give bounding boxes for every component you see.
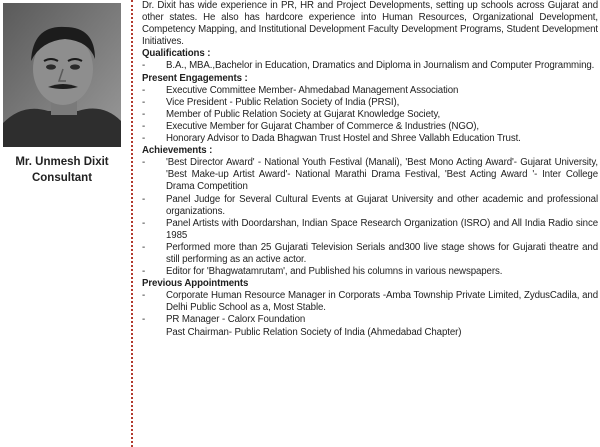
list-item [142,97,598,109]
list-item-text: Performed more than 25 Gujarati Television Serials and300 live stage shows for Gujarati theatre and still performing as an active actor. [166,241,598,265]
list-item [142,194,598,218]
profile-photo [3,3,121,147]
list-item [142,109,598,121]
list-item [142,133,598,145]
list-item [142,218,598,242]
profile-title: Consultant [31,172,93,184]
bullet-dash: - [142,290,146,302]
list-item-text: Editor for 'Bhagwatamrutam', and Published his columns in various newspapers. [166,266,503,278]
bullet-dash: - [142,60,146,72]
list-item-text: Panel Artists with Doordarshan, Indian Space Research Organization (ISRO) and All India Radio since 1985 [166,217,598,241]
list-item-text: Panel Judge for Several Cultural Events at Gujarat University and other academic and professional organizations. [166,193,598,217]
list-item [142,290,598,314]
list-item-continuation: Past Chairman- Public Relation Society of India (Ahmedabad Chapter) [166,326,462,338]
profile-column [0,0,128,447]
list-item-text: B.A., MBA.,Bachelor in Education, Dramatics and Diploma in Journalism and Computer Programming. [166,60,595,72]
section-heading-present-engagements: Present Engagements : [142,72,248,84]
list-item [142,242,598,266]
list-item-text: PR Manager - Calorx Foundation [166,314,306,326]
list-item [142,157,598,193]
list-item-text: 'Best Director Award' - National Youth Festival (Manali), 'Best Mono Acting Award'- Gujarat University, 'Best Make-up Artist Award'- National Marathi Drama Festival, 'Best Acting Award '- Inter College Drama Competition [166,157,598,193]
bullet-dash: - [142,241,146,253]
list-item-text: Executive Member for Gujarat Chamber of Commerce & Industries (NGO), [166,120,479,132]
dotted-divider [131,0,133,447]
list-item [142,314,598,326]
section-heading-achievements: Achievements : [142,145,213,157]
list-item [142,121,598,133]
list-item-text: Executive Committee Member- Ahmedabad Management Association [166,84,459,96]
profile-name: Mr. Unmesh Dixit [15,156,109,168]
bullet-dash: - [142,96,146,108]
bullet-dash: - [142,84,146,96]
bullet-dash: - [142,314,146,326]
bullet-dash: - [142,217,146,229]
list-item-text: Vice President - Public Relation Society of India (PRSI), [166,96,400,108]
section-heading-previous-appointments: Previous Appointments [142,278,249,290]
list-item-text: Honorary Advisor to Dada Bhagwan Trust Hostel and Shree Vallabh Education Trust. [166,133,521,145]
bullet-dash: - [142,193,146,205]
list-item [142,266,598,278]
bullet-dash: - [142,108,146,120]
bullet-dash: - [142,120,146,132]
bullet-dash: - [142,133,146,145]
bio-content [142,0,598,447]
list-item [142,85,598,97]
section-heading-qualifications: Qualifications : [142,48,211,60]
bullet-dash: - [142,157,146,169]
portrait-image [3,3,121,147]
list-item [142,60,598,72]
list-item-text: Corporate Human Resource Manager in Corporats -Amba Township Private Limited, ZydusCadila, and Delhi Public School as a, Most Stable. [166,290,598,314]
bullet-dash: - [142,266,146,278]
intro-paragraph: Dr. Dixit has wide experience in PR, HR and Project Developments, setting up schools across Gujarat and other states. He also has hardcore experience into Human Resources, Organizational Development, Competency Mapping, and Institutional Development Faculty Development Programs, Student Development Initiatives. [142,0,598,48]
list-item-text: Member of Public Relation Society at Gujarat Knowledge Society, [166,108,441,120]
